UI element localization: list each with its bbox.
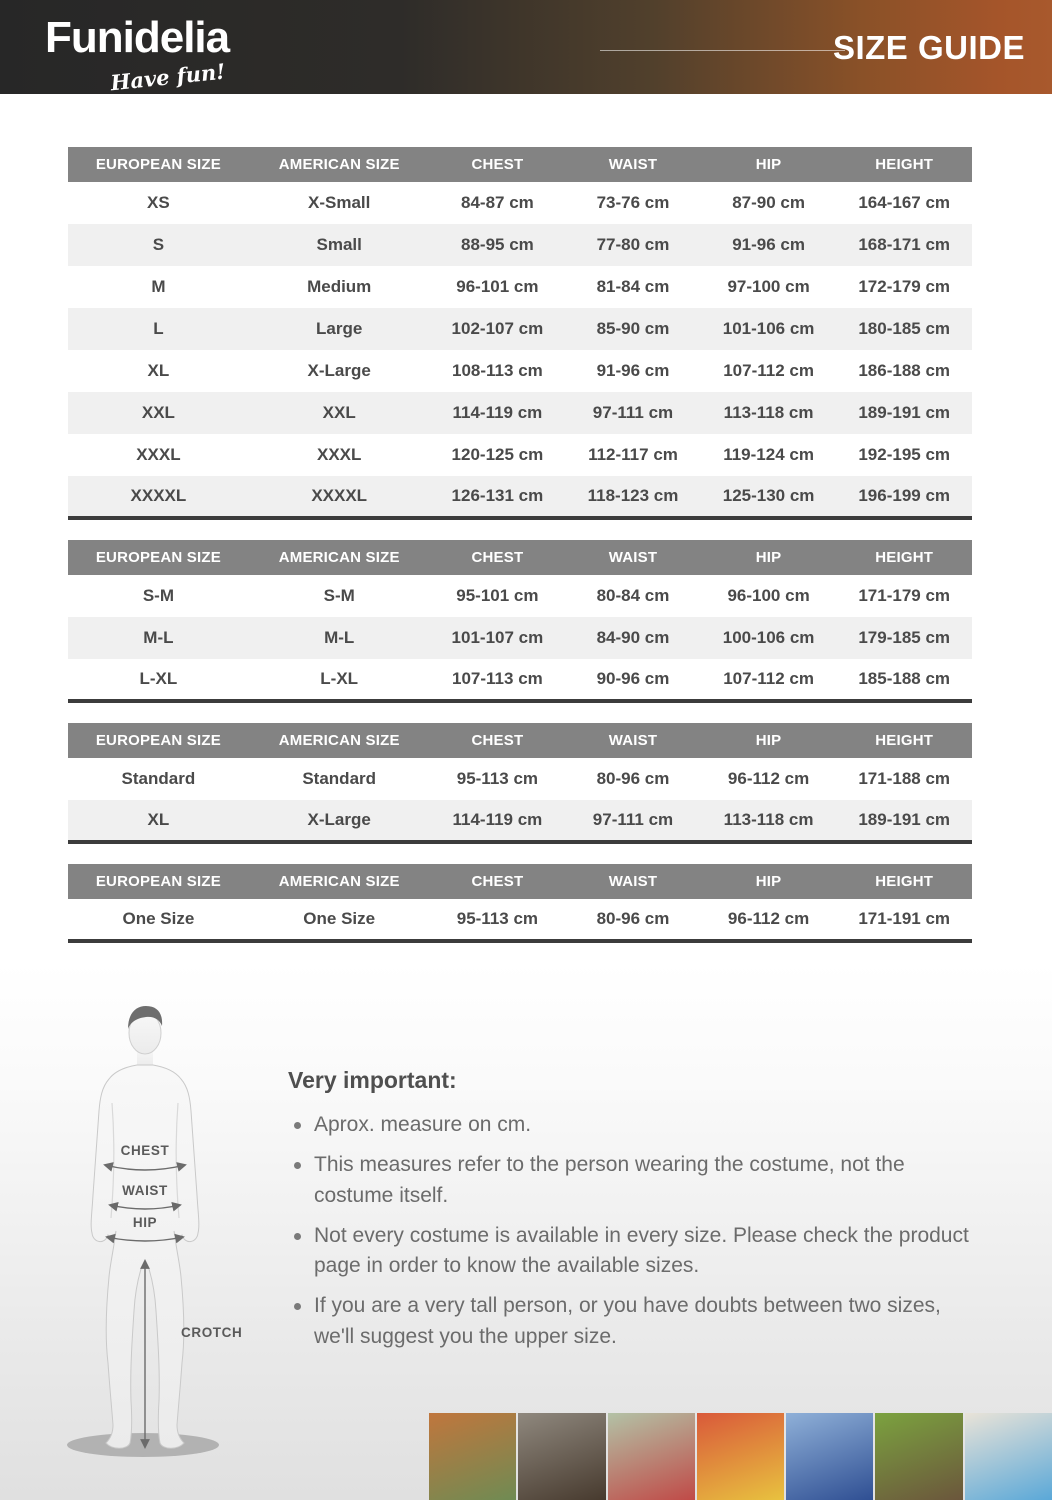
table-cell: X-Large: [307, 810, 371, 829]
table-cell: S-M: [323, 586, 355, 605]
table-cell: 100-106 cm: [722, 628, 815, 647]
column-header: WAIST: [565, 723, 701, 758]
notes-title: Very important:: [288, 1067, 457, 1093]
table-cell: 126-131 cm: [451, 486, 544, 505]
table-cell: 97-100 cm: [727, 277, 810, 296]
table-cell: 179-185 cm: [858, 628, 951, 647]
table-cell: 119-124 cm: [723, 445, 814, 464]
table-cell: M-L: [143, 628, 174, 647]
table-cell: XL: [147, 361, 170, 380]
table-cell: 95-113 cm: [456, 909, 539, 928]
column-header: HIP: [701, 147, 837, 182]
table-cell: Large: [316, 319, 363, 338]
brand-name: Funidelia: [45, 13, 230, 62]
table-cell: 185-188 cm: [858, 669, 951, 688]
table-cell: Standard: [121, 769, 196, 788]
table-row: [68, 476, 972, 518]
column-header: WAIST: [565, 864, 701, 899]
table-cell: Medium: [307, 277, 372, 296]
table-cell: X-Large: [307, 361, 371, 380]
note-item: If you are a very tall person, or you have doubts between two sizes, we'll suggest you the upper size.: [288, 1291, 980, 1353]
table-cell: 95-113 cm: [456, 769, 539, 788]
table-row: [68, 659, 972, 701]
table-cell: 196-199 cm: [858, 486, 951, 505]
pj-masks-costume-photo: [786, 1413, 873, 1500]
table-cell: 114-119 cm: [452, 403, 543, 422]
column-header: HIP: [701, 540, 837, 575]
column-header: CHEST: [430, 864, 566, 899]
column-header: HEIGHT: [836, 147, 972, 182]
table-cell: 91-96 cm: [596, 361, 670, 380]
smurfs-costumes-photo: [965, 1413, 1052, 1500]
note-item: This measures refer to the person wearing the costume, not the costume itself.: [288, 1150, 980, 1212]
table-cell: 88-95 cm: [461, 235, 534, 254]
waist-label: WAIST: [122, 1183, 168, 1198]
size-tables-area: [0, 94, 1052, 963]
bottom-section: [0, 963, 1052, 1500]
column-header: AMERICAN SIZE: [249, 540, 430, 575]
table-row: [68, 758, 972, 800]
table-cell: 108-113 cm: [452, 361, 543, 380]
size-table-adult-letter: [68, 147, 972, 520]
table-cell: 192-195 cm: [858, 445, 951, 464]
table-cell: 73-76 cm: [596, 193, 670, 212]
table-cell: 80-96 cm: [596, 909, 670, 928]
table-row: [68, 434, 972, 476]
table-cell: XXL: [141, 403, 175, 422]
table-cell: L-XL: [139, 669, 178, 688]
table-row: [68, 308, 972, 350]
pacman-costumes-photo: [697, 1413, 784, 1500]
table-cell: 77-80 cm: [596, 235, 670, 254]
size-table: [68, 864, 972, 943]
size-table: [68, 723, 972, 844]
measurement-figure: [55, 1003, 243, 1465]
table-cell: XXXXL: [311, 486, 368, 505]
chest-label: CHEST: [120, 1143, 170, 1158]
table-cell: XXXL: [136, 445, 181, 464]
table-header-row: [68, 540, 972, 575]
table-cell: 97-111 cm: [592, 810, 674, 829]
brand-tagline: Have fun!: [109, 58, 227, 96]
table-cell: 113-118 cm: [723, 403, 814, 422]
table-cell: One Size: [122, 909, 195, 928]
table-cell: 113-118 cm: [723, 810, 814, 829]
note-item: Aprox. measure on cm.: [288, 1110, 980, 1141]
column-header: HEIGHT: [836, 864, 972, 899]
table-row: [68, 182, 972, 224]
table-cell: 84-90 cm: [596, 628, 670, 647]
table-cell: S: [152, 235, 165, 254]
notes-list: [288, 1110, 980, 1353]
crotch-label: CROTCH: [181, 1325, 243, 1340]
table-cell: X-Small: [308, 193, 371, 212]
table-cell: 96-100 cm: [727, 586, 810, 605]
table-cell: 125-130 cm: [722, 486, 815, 505]
table-cell: L-XL: [320, 669, 359, 688]
table-cell: L: [153, 319, 164, 338]
table-cell: 97-111 cm: [592, 403, 674, 422]
column-header: EUROPEAN SIZE: [68, 723, 249, 758]
table-cell: 101-106 cm: [722, 319, 815, 338]
size-table-one-size: [68, 864, 972, 943]
table-row: [68, 224, 972, 266]
table-cell: 95-101 cm: [456, 586, 539, 605]
table-cell: XS: [147, 193, 170, 212]
table-cell: 172-179 cm: [858, 277, 951, 296]
table-cell: 168-171 cm: [858, 235, 951, 254]
table-cell: 107-112 cm: [723, 669, 814, 688]
table-cell: One Size: [303, 909, 376, 928]
dragon-ball-costume-photo: [429, 1413, 516, 1500]
table-cell: XXXXL: [130, 486, 187, 505]
table-cell: Standard: [302, 769, 377, 788]
table-cell: M-L: [324, 628, 355, 647]
table-cell: 120-125 cm: [451, 445, 544, 464]
table-cell: 171-188 cm: [858, 769, 951, 788]
table-cell: 80-84 cm: [596, 586, 670, 605]
street-fighter-costume-photo: [875, 1413, 962, 1500]
column-header: HEIGHT: [836, 540, 972, 575]
table-cell: 80-96 cm: [596, 769, 670, 788]
table-row: [68, 266, 972, 308]
table-row: [68, 350, 972, 392]
table-cell: 101-107 cm: [451, 628, 544, 647]
table-cell: 107-113 cm: [452, 669, 543, 688]
column-header: EUROPEAN SIZE: [68, 540, 249, 575]
important-notes: [288, 1067, 980, 1362]
column-header: HIP: [701, 723, 837, 758]
floor-shadow: [67, 1433, 219, 1457]
table-cell: 107-112 cm: [723, 361, 814, 380]
table-cell: 102-107 cm: [451, 319, 544, 338]
table-header-row: [68, 864, 972, 899]
table-cell: S-M: [142, 586, 174, 605]
table-cell: 96-101 cm: [456, 277, 539, 296]
column-header: CHEST: [430, 723, 566, 758]
table-cell: 96-112 cm: [727, 909, 810, 928]
table-cell: 171-179 cm: [858, 586, 951, 605]
table-cell: XL: [147, 810, 170, 829]
table-cell: XXL: [322, 403, 356, 422]
table-cell: Small: [316, 235, 362, 254]
table-row: [68, 899, 972, 941]
column-header: HIP: [701, 864, 837, 899]
table-cell: 180-185 cm: [858, 319, 951, 338]
table-cell: 90-96 cm: [596, 669, 670, 688]
table-row: [68, 800, 972, 842]
column-header: EUROPEAN SIZE: [68, 147, 249, 182]
table-cell: 91-96 cm: [732, 235, 805, 254]
hip-label: HIP: [132, 1215, 158, 1230]
column-header: WAIST: [565, 540, 701, 575]
table-cell: 114-119 cm: [452, 810, 543, 829]
column-header: WAIST: [565, 147, 701, 182]
note-item: Not every costume is available in every size. Please check the product page in order to know the available sizes.: [288, 1221, 980, 1283]
table-cell: M: [151, 277, 166, 296]
table-cell: 186-188 cm: [858, 361, 951, 380]
star-wars-costumes-photo: [518, 1413, 605, 1500]
power-rangers-costumes-photo: [608, 1413, 695, 1500]
size-table: [68, 540, 972, 703]
column-header: AMERICAN SIZE: [249, 147, 430, 182]
funidelia-logo: [45, 13, 230, 96]
photo-strip: [429, 1413, 1052, 1500]
table-cell: 85-90 cm: [596, 319, 670, 338]
page-title: SIZE GUIDE: [832, 29, 1025, 66]
column-header: HEIGHT: [836, 723, 972, 758]
table-row: [68, 392, 972, 434]
decorative-rule: [600, 50, 845, 51]
table-cell: XXXL: [316, 445, 362, 464]
table-cell: 189-191 cm: [858, 403, 951, 422]
table-cell: 112-117 cm: [588, 445, 678, 464]
body-silhouette-illustration: [55, 1003, 243, 1465]
table-cell: 189-191 cm: [858, 810, 951, 829]
size-table: [68, 147, 972, 520]
column-header: CHEST: [430, 147, 566, 182]
column-header: AMERICAN SIZE: [249, 723, 430, 758]
table-header-row: [68, 147, 972, 182]
header-banner: [0, 0, 1052, 94]
column-header: AMERICAN SIZE: [249, 864, 430, 899]
table-header-row: [68, 723, 972, 758]
table-cell: 171-191 cm: [858, 909, 951, 928]
table-cell: 164-167 cm: [858, 193, 951, 212]
table-cell: 87-90 cm: [732, 193, 805, 212]
size-table-standard-xl: [68, 723, 972, 844]
table-cell: 96-112 cm: [727, 769, 810, 788]
table-cell: 81-84 cm: [596, 277, 670, 296]
table-cell: 84-87 cm: [461, 193, 534, 212]
table-row: [68, 575, 972, 617]
table-row: [68, 617, 972, 659]
size-table-combined-sizes: [68, 540, 972, 703]
column-header: EUROPEAN SIZE: [68, 864, 249, 899]
column-header: CHEST: [430, 540, 566, 575]
table-cell: 118-123 cm: [587, 486, 679, 505]
